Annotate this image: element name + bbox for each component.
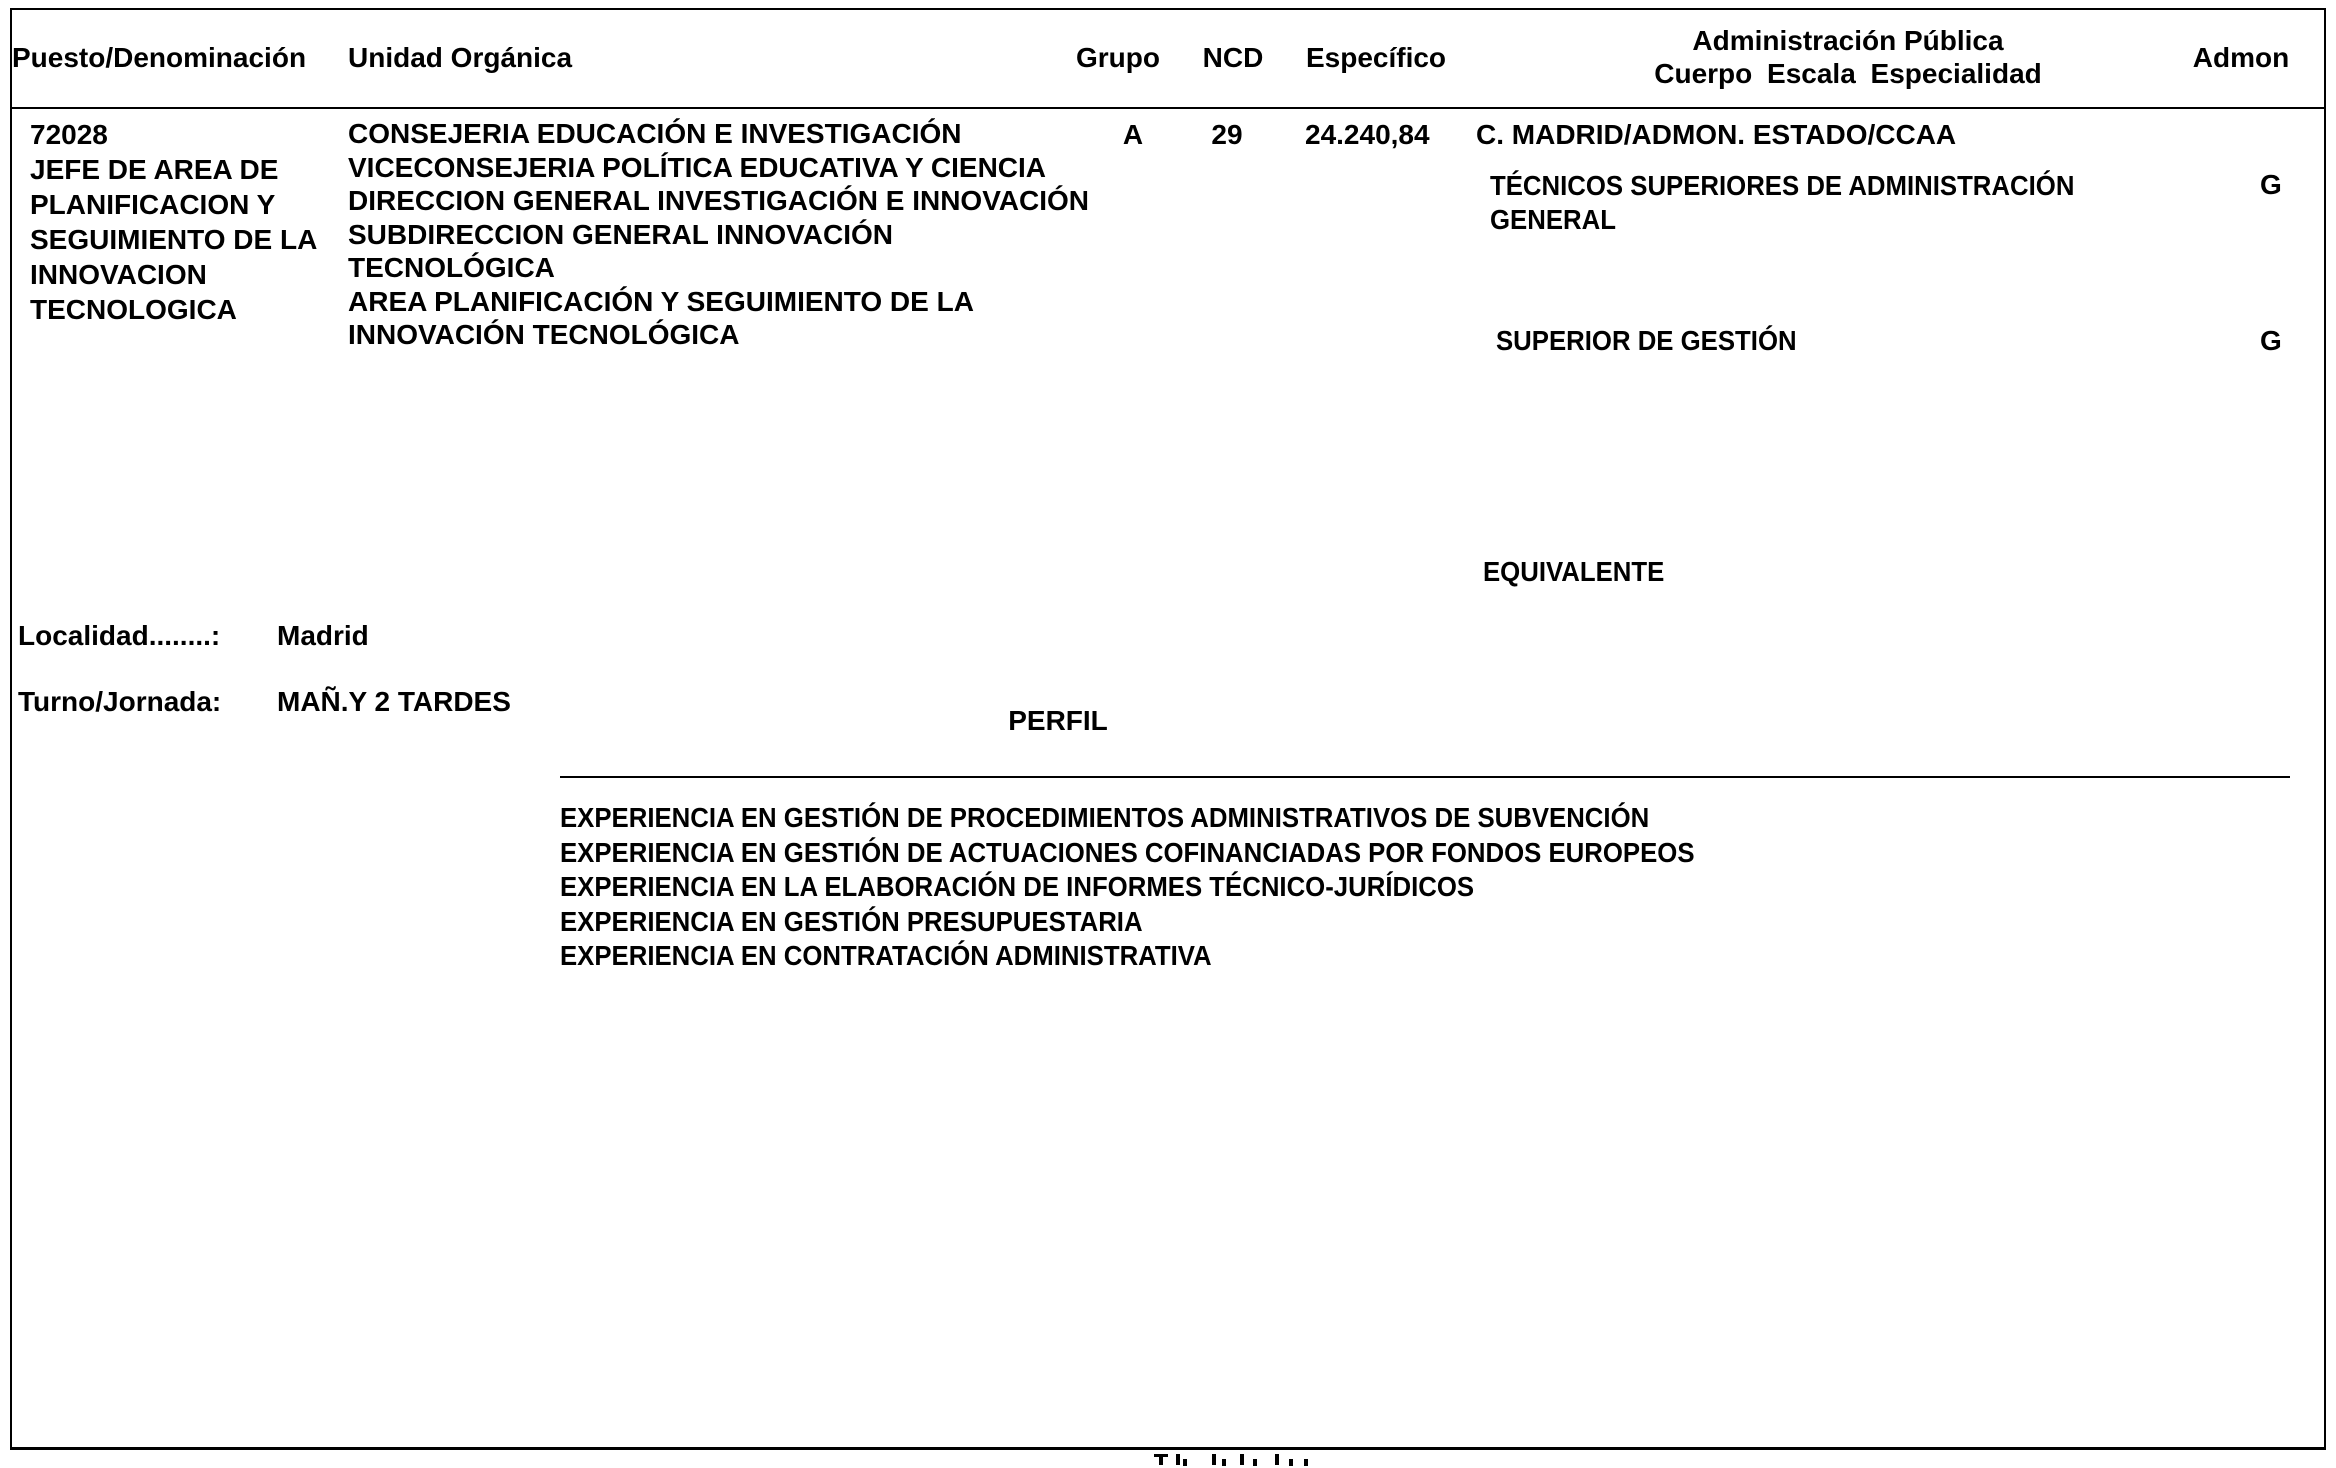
administracion-publica-label: Administración Pública	[1692, 25, 2004, 56]
ncd-value: 29	[1211, 119, 1243, 150]
column-header-administracion-publica	[1654, 24, 2042, 90]
unidad-organica-item: CONSEJERIA EDUCACIÓN E INVESTIGACIÓN	[348, 118, 962, 149]
perfil-items-list	[560, 801, 1695, 974]
header-divider-line	[12, 107, 2324, 109]
turno-jornada-label: Turno/Jornada:	[18, 686, 222, 717]
unidad-organica-item: SUBDIRECCION GENERAL INNOVACIÓN TECNOLÓGICA	[348, 218, 894, 283]
puesto-codigo: 72028	[30, 119, 108, 150]
cuerpo-nombre: SUPERIOR DE GESTIÓN	[1496, 325, 1797, 356]
perfil-item: EXPERIENCIA EN GESTIÓN PRESUPUESTARIA	[560, 905, 1143, 937]
cuerpo-nombre: TÉCNICOS SUPERIORES DE ADMINISTRACIÓN GENERAL	[1490, 170, 2075, 235]
administracion-publica-value: C. MADRID/ADMON. ESTADO/CCAA	[1476, 119, 1957, 150]
column-header-unidad-organica: Unidad Orgánica	[348, 42, 573, 73]
column-header-puesto: Puesto/Denominación	[12, 42, 307, 73]
cuerpo-escala-especialidad-label: Cuerpo Escala Especialidad	[1654, 58, 2042, 89]
cuerpo-admon-value: G	[2260, 169, 2282, 200]
localidad-value: Madrid	[277, 620, 369, 651]
unidad-organica-item: AREA PLANIFICACIÓN Y SEGUIMIENTO DE LA INNOVACIÓN TECNOLÓGICA	[348, 285, 973, 350]
especifico-value: 24.240,84	[1305, 119, 1430, 150]
column-header-ncd: NCD	[1202, 42, 1264, 73]
clipped-text-glyph-tops	[1154, 1454, 1324, 1468]
perfil-item: EXPERIENCIA EN GESTIÓN DE ACTUACIONES COFINANCIADAS POR FONDOS EUROPEOS	[560, 836, 1695, 868]
perfil-item: EXPERIENCIA EN LA ELABORACIÓN DE INFORMES TÉCNICO-JURÍDICOS	[560, 871, 1475, 902]
perfil-label: PERFIL	[1008, 705, 1108, 736]
unidad-organica-item: VICECONSEJERIA POLÍTICA EDUCATIVA Y CIENCIA	[348, 151, 1047, 183]
column-header-admon: Admon	[2192, 42, 2290, 73]
unidad-organica-item: DIRECCION GENERAL INVESTIGACIÓN E INNOVACIÓN	[348, 185, 1090, 216]
perfil-item: EXPERIENCIA EN GESTIÓN DE PROCEDIMIENTOS ADMINISTRATIVOS DE SUBVENCIÓN	[560, 802, 1650, 833]
puesto-denominacion: JEFE DE AREA DE PLANIFICACION Y SEGUIMIENTO DE LA INNOVACION TECNOLOGICA	[30, 154, 317, 325]
clipped-footer-text	[1154, 1454, 1324, 1468]
unidad-organica-list	[348, 117, 1093, 352]
cuerpo-admon-value: G	[2260, 325, 2282, 356]
perfil-item: EXPERIENCIA EN CONTRATACIÓN ADMINISTRATIVA	[560, 940, 1212, 971]
turno-jornada-value: MAÑ.Y 2 TARDES	[277, 686, 511, 717]
column-header-grupo: Grupo	[1076, 42, 1160, 73]
column-header-especifico: Específico	[1305, 42, 1447, 73]
grupo-value: A	[1122, 119, 1144, 150]
localidad-label: Localidad........:	[18, 620, 221, 651]
cuerpo-nombre: EQUIVALENTE	[1483, 556, 1665, 587]
perfil-divider-line	[560, 776, 2290, 778]
